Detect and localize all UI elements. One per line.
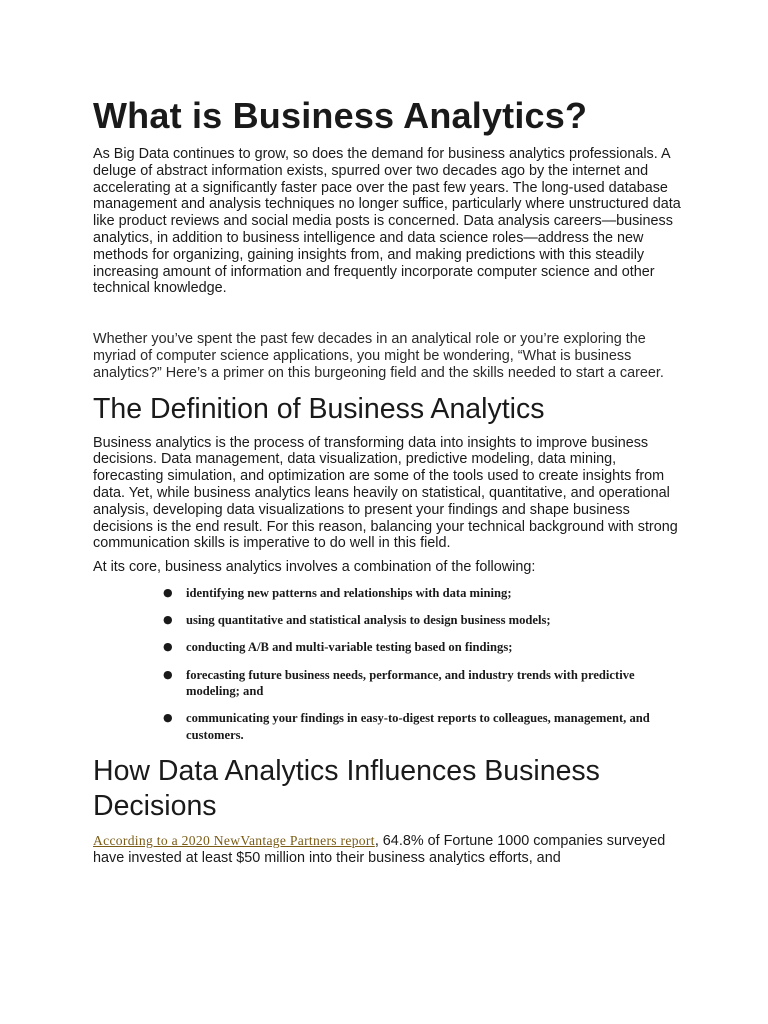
list-item-text: communicating your findings in easy-to-digest reports to colleagues, management, and customers. (186, 711, 650, 742)
newvantage-report-link[interactable]: According to a 2020 NewVantage Partners report (93, 833, 375, 849)
list-item (163, 612, 683, 629)
definition-heading: The Definition of Business Analytics (93, 392, 545, 425)
bullet-icon: ● (163, 711, 173, 725)
intro-paragraph: As Big Data continues to grow, so does the demand for business analytics professionals. A deluge of abstract information exists, spurred over two decades ago by the internet and accelerating at a significantly faster pace over the past few years. The long-used database management and analysis techniques no longer suffice, particularly where unstructured data like product reviews and social media posts is concerned. Data analysis careers—business analytics, in addition to business intelligence and data science roles—address the new methods for organizing, gaining insights from, and making predictions with this steadily increasing amount of information and frequently incorporate computer science and other technical knowledge. (93, 146, 681, 297)
list-item-text: using quantitative and statistical analysis to design business models; (186, 613, 551, 628)
influence-text: , 64.8% of Fortune 1000 companies surveyed have invested at least $50 million into their business analytics efforts, and (93, 833, 666, 866)
bullet-icon: ● (163, 640, 173, 654)
influence-paragraph (93, 833, 683, 867)
bullet-icon: ● (163, 585, 173, 599)
list-item-text: forecasting future business needs, performance, and industry trends with predictive modeling; and (186, 667, 635, 699)
core-paragraph: At its core, business analytics involves a combination of the following: (93, 559, 536, 576)
document-page (93, 92, 683, 867)
list-item (163, 585, 683, 602)
bullet-icon: ● (163, 613, 173, 627)
list-item-text: identifying new patterns and relationships with data mining; (186, 585, 512, 600)
list-item (163, 639, 683, 656)
definition-paragraph: Business analytics is the process of transforming data into insights to improve business decisions. Data management, data visualization, predictive modeling, data mining, forecasting simulation, and optimization are some of the tools used to create insights from data. Yet, while business analytics leans heavily on statistical, quantitative, and operational analysis, developing data visualizations to present your findings and shape business decisions is the end result. For this reason, balancing your technical background with strong communication skills is imperative to do well in this field. (93, 434, 678, 552)
bullet-icon: ● (163, 667, 173, 681)
list-item (163, 710, 683, 743)
influence-heading: How Data Analytics Influences Business Decisions (93, 755, 600, 822)
list-item (163, 667, 683, 700)
primer-paragraph: Whether you’ve spent the past few decades in an analytical role or you’re exploring the myriad of computer science applications, you might be wondering, “What is business analytics?” Here’s a primer on this burgeoning field and the skills needed to start a career. (93, 331, 664, 381)
list-item-text: conducting A/B and multi-variable testing based on findings; (186, 640, 513, 655)
skills-list (93, 585, 683, 744)
page-title: What is Business Analytics? (93, 95, 588, 136)
